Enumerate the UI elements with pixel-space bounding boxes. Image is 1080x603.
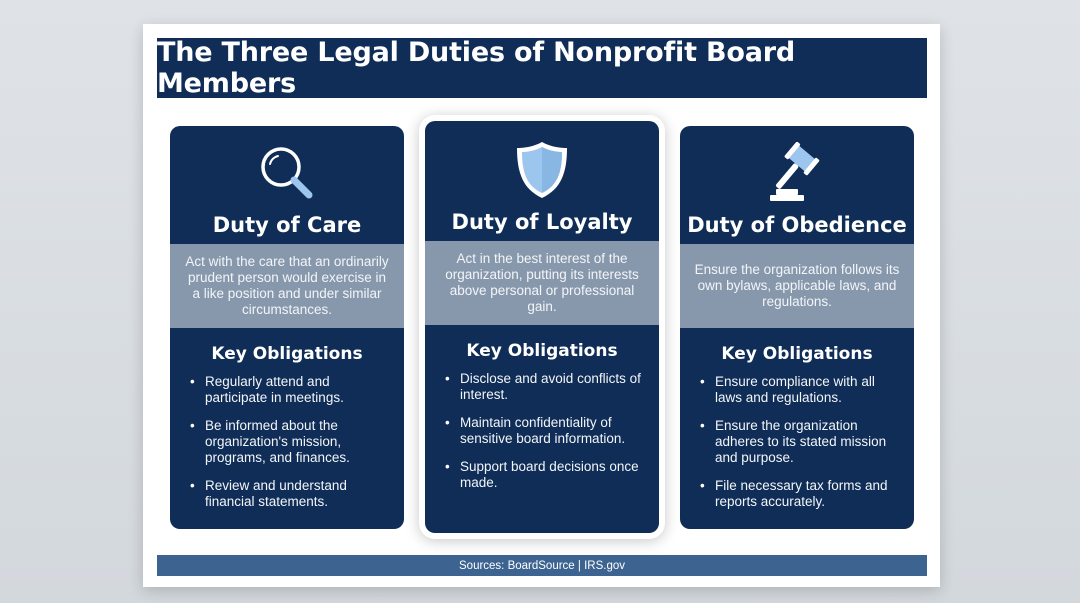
obligations-heading: Key Obligations — [466, 341, 618, 361]
list-item: • Disclose and avoid conflicts of interest. — [445, 371, 641, 403]
title-banner — [157, 38, 927, 98]
obligations-list — [445, 371, 641, 491]
list-item: • Support board decisions once made. — [445, 459, 641, 491]
card-duty-of-obedience — [680, 126, 914, 529]
obligations-heading: Key Obligations — [721, 344, 873, 364]
list-item: • Ensure compliance with all laws and regulations. — [700, 374, 896, 406]
obligations-list — [190, 374, 386, 510]
card-title: Duty of Loyalty — [451, 210, 633, 234]
list-item: • Review and understand financial statements. — [190, 478, 386, 510]
list-item: • Ensure the organization adheres to its stated mission and purpose. — [700, 418, 896, 466]
infographic-sheet — [143, 24, 940, 587]
gavel-icon — [762, 142, 832, 204]
sources-footer: Sources: BoardSource | IRS.gov — [157, 555, 927, 576]
obligations-heading: Key Obligations — [211, 344, 363, 364]
list-item: • Regularly attend and participate in meetings. — [190, 374, 386, 406]
card-duty-of-care — [170, 126, 404, 529]
obligations-list — [700, 374, 896, 510]
card-duty-of-loyalty — [425, 121, 659, 533]
card-description: Ensure the organization follows its own bylaws, applicable laws, and regulations. — [680, 244, 914, 328]
magnifying-glass-icon — [256, 142, 318, 204]
card-title: Duty of Care — [212, 213, 362, 237]
page-title: The Three Legal Duties of Nonprofit Board Members — [157, 37, 795, 99]
card-description: Act in the best interest of the organization, putting its interests above personal or professional gain. — [425, 241, 659, 325]
shield-icon — [513, 139, 571, 201]
card-description: Act with the care that an ordinarily prudent person would exercise in a like position and under similar circumstances. — [170, 244, 404, 328]
list-item: • Be informed about the organization's mission, programs, and finances. — [190, 418, 386, 466]
list-item: • Maintain confidentiality of sensitive board information. — [445, 415, 641, 447]
list-item: • File necessary tax forms and reports accurately. — [700, 478, 896, 510]
card-title: Duty of Obedience — [687, 213, 907, 237]
